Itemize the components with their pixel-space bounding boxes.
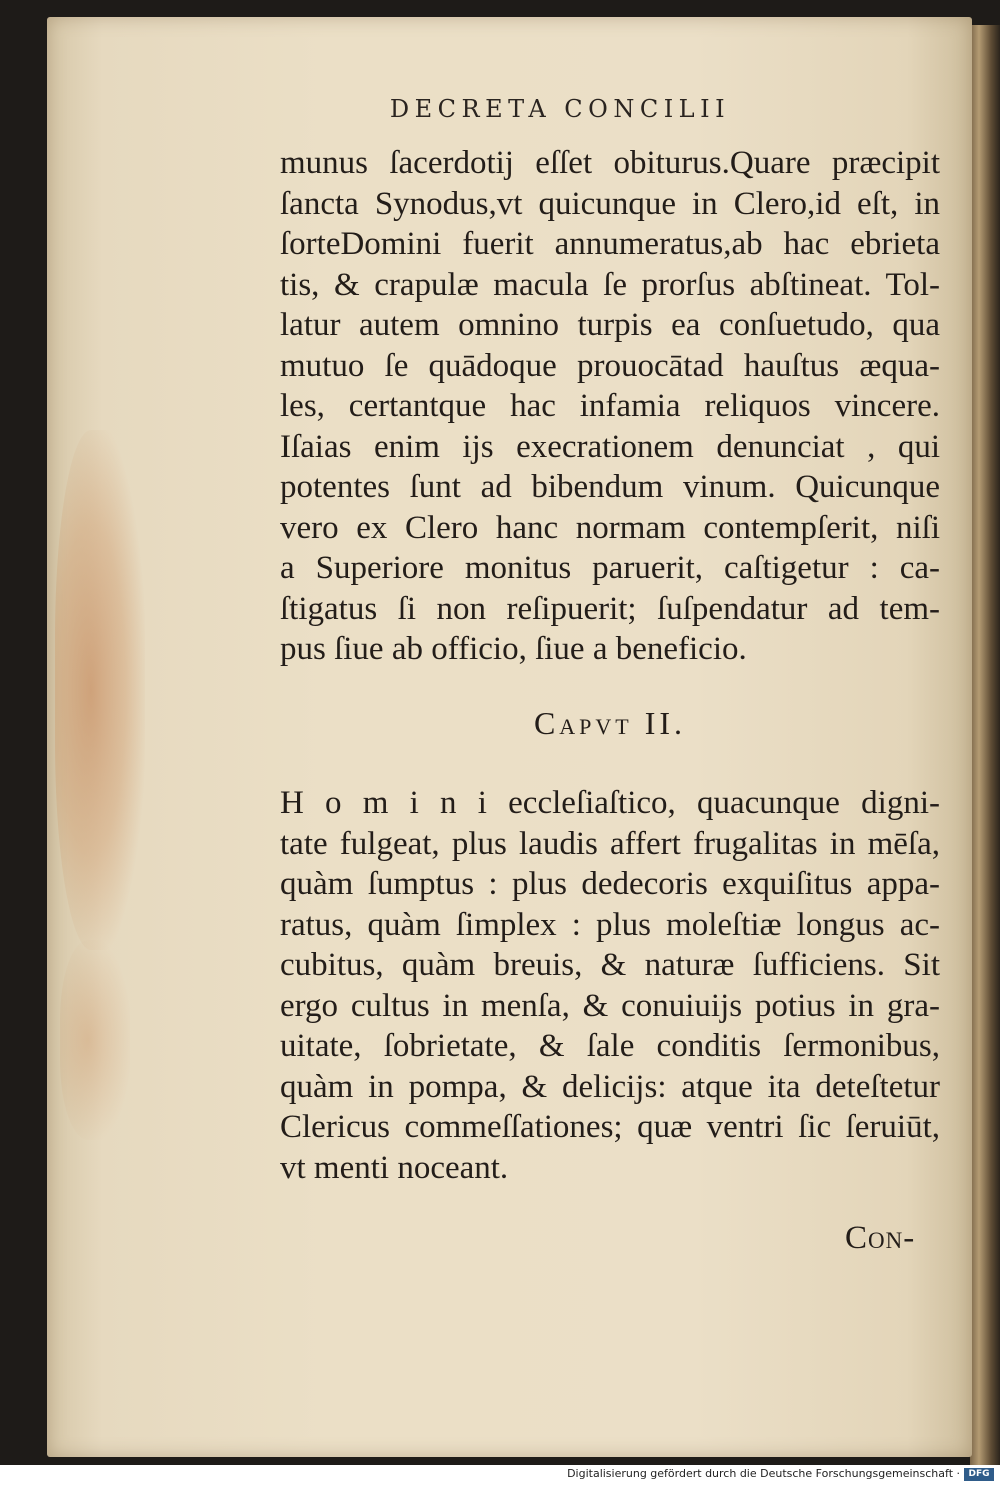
digitization-footer bbox=[0, 1465, 1000, 1485]
text-line: H o m i n i eccleſiaſtico, quacunque digni- bbox=[280, 785, 940, 821]
book-binding-edge bbox=[970, 25, 1000, 1465]
text-line: Iſaias enim ijs execrationem denunciat , qui bbox=[280, 428, 940, 465]
text-line: pus ſiue ab officio, ſiue a beneficio. bbox=[280, 631, 747, 667]
body-paragraph-1 bbox=[280, 143, 940, 670]
text-line: latur autem omnino turpis ea conſuetudo, qua bbox=[280, 307, 940, 343]
text-line: vt menti noceant. bbox=[280, 1149, 509, 1186]
text-line: munus ſacerdotij eſſet obiturus.Quare præcipit bbox=[280, 145, 940, 181]
text-line: ergo cultus in menſa, & conuiuijs potius in gra- bbox=[280, 987, 940, 1024]
catchword: Con- bbox=[845, 1220, 916, 1256]
funding-credit: Digitalisierung gefördert durch die Deutsche Forschungsgemeinschaft · bbox=[567, 1467, 960, 1480]
text-line: uitate, ſobrietate, & ſale conditis ſermonibus, bbox=[280, 1028, 940, 1064]
text-line: a Superiore monitus paruerit, caſtigetur : ca- bbox=[280, 550, 940, 586]
water-stain bbox=[55, 430, 145, 950]
text-line: ſtigatus ſi non reſipuerit; ſuſpendatur ad tem- bbox=[280, 590, 940, 627]
text-line: ſorteDomini fuerit annumeratus,ab hac ebrieta bbox=[280, 226, 940, 262]
text-line: ratus, quàm ſimplex : plus moleſtiæ longus ac- bbox=[280, 906, 940, 943]
running-head: DECRETA CONCILII bbox=[389, 95, 731, 123]
text-line: potentes ſunt ad bibendum vinum. Quicunque bbox=[280, 469, 940, 505]
water-stain-lower bbox=[60, 940, 130, 1140]
text-line: ſancta Synodus,vt quicunque in Clero,id eſt, in bbox=[280, 185, 940, 222]
text-line: les, certantque hac infamia reliquos vincere. bbox=[280, 388, 940, 424]
body-paragraph-2 bbox=[280, 783, 940, 1188]
text-line: quàm in pompa, & delicijs: atque ita deteſtetur bbox=[280, 1068, 940, 1105]
text-line: vero ex Clero hanc normam contempſerit, niſi bbox=[280, 509, 940, 546]
text-line: cubitus, quàm breuis, & naturæ ſufficiens. Sit bbox=[280, 947, 940, 983]
text-line: tate fulgeat, plus laudis affert frugalitas in mēſa, bbox=[280, 825, 940, 862]
text-line: mutuo ſe quādoque prouocātad hauſtus æqua- bbox=[280, 347, 940, 384]
chapter-heading: Capvt II. bbox=[533, 705, 687, 741]
dfg-logo: DFG bbox=[964, 1468, 994, 1481]
text-line: quàm ſumptus : plus dedecoris exquiſitus appa- bbox=[280, 866, 940, 902]
text-line: tis, & crapulæ macula ſe prorſus abſtineat. Tol- bbox=[280, 266, 940, 303]
text-line: Clericus commeſſationes; quæ ventri ſic ſeruiūt, bbox=[280, 1109, 940, 1145]
